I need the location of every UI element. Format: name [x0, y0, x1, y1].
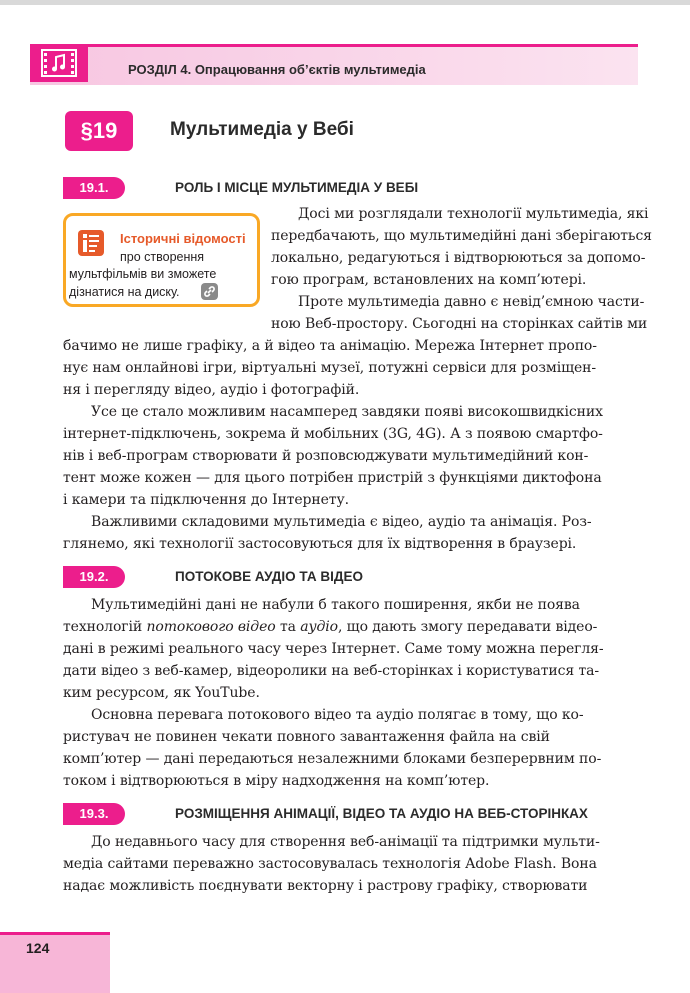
chapter-title: РОЗДІЛ 4. Опрацювання об’єктів мультимедіа: [128, 62, 426, 77]
scan-edge: [0, 0, 690, 5]
body-text-line: Основна перевага потокового відео та аудіо полягає в тому, що ко-: [91, 707, 584, 723]
body-text-line: ною Веб-простору. Сьогодні на сторінках сайтів ми: [271, 316, 648, 332]
body-text-line: ня і перегляду відео, аудіо і фотографій.: [63, 382, 360, 398]
italic-term: аудіо: [300, 619, 338, 635]
section-number-badge: 19.2.: [63, 566, 125, 588]
page-number-tab: [0, 932, 110, 993]
info-box-title: Історичні відомості: [120, 231, 246, 246]
body-text-line: інтернет-підключень, зокрема й мобільних (3G, 4G). А з появою смартфо-: [63, 426, 603, 442]
section-title: ПОТОКОВЕ АУДІО ТА ВІДЕО: [175, 569, 363, 584]
info-box-text-line: про створення: [120, 250, 205, 264]
paragraph-number-badge: §19: [65, 111, 133, 151]
body-text-line: локально, редагуються і відтворюються за допомо-: [271, 250, 646, 266]
section-title: РОЗМІЩЕННЯ АНІМАЦІЇ, ВІДЕО ТА АУДІО НА ВЕБ-СТОРІНКАХ: [175, 806, 588, 821]
body-text-line: До недавнього часу для створення веб-анімації та підтримки мульти-: [91, 834, 600, 850]
body-text-line: током і відтворюються в міру надходження на комп’ютер.: [63, 773, 490, 789]
section-number-badge: 19.1.: [63, 177, 125, 199]
body-text-line: комп’ютер — дані передаються незалежними блоками безперервним по-: [63, 751, 602, 767]
chapter-icon-box: [30, 44, 88, 82]
body-text-line: нів і веб-програм створювати й розповсюджувати мультимедійний кон-: [63, 448, 589, 464]
body-text-line: ристувач не повинен чекати повного завантаження файла на свій: [63, 729, 550, 745]
section-title: РОЛЬ І МІСЦЕ МУЛЬТИМЕДІА У ВЕБІ: [175, 180, 419, 195]
body-text-line: бачимо не лише графіку, а й відео та анімацію. Мережа Інтернет пропо-: [63, 338, 597, 354]
body-text-line: глянемо, які технології застосовуються для їх відтворення в браузері.: [63, 536, 577, 552]
body-text-line: ким ресурсом, як YouTube.: [63, 685, 260, 701]
body-text-line: нує нам онлайнові ігри, віртуальні музеї, потужні сервіси для розміщен-: [63, 360, 597, 376]
info-box: [63, 213, 260, 307]
page-number: 124: [26, 940, 50, 956]
body-text-line: Важливими складовими мультимедіа є відео, аудіо та анімація. Роз-: [91, 514, 592, 530]
body-text-line: Мультимедійні дані не набули б такого поширення, якби не поява: [91, 597, 580, 613]
body-text-line: гою програм, встановлених на комп’ютері.: [271, 272, 587, 288]
body-text-line: технологій потокового відео та аудіо, що дають змогу передавати відео-: [63, 619, 598, 635]
info-document-icon: [78, 230, 104, 256]
body-text-line: дати відео з веб-камер, відеоролики на веб-сторінках і користуватися та-: [63, 663, 599, 679]
body-text-line: Проте мультимедіа давно є невід’ємною части-: [298, 294, 645, 310]
body-text-line: і камери та підключення до Інтернету.: [63, 492, 349, 508]
body-text-line: Усе це стало можливим насамперед завдяки появі високошвидкісних: [91, 404, 603, 420]
section-number-badge: 19.3.: [63, 803, 125, 825]
info-box-text-line: дізнатися на диску.: [69, 285, 180, 299]
link-icon[interactable]: [201, 283, 218, 300]
body-text-line: дані в режимі реального часу через Інтернет. Саме тому можна перегля-: [63, 641, 604, 657]
body-text-line: медіа сайтами переважно застосовувалась технологія Adobe Flash. Вона: [63, 856, 597, 872]
body-text-line: надає можливість поєднувати векторну і растрову графіку, створювати: [63, 878, 588, 894]
body-text-line: Досі ми розглядали технології мультимедіа, які: [298, 206, 649, 222]
body-text-line: передбачають, що мультимедійні дані зберігаються: [271, 228, 652, 244]
italic-term: потокового відео: [146, 619, 276, 635]
info-box-text-line: мультфільмів ви зможете: [69, 267, 217, 281]
film-music-icon: [41, 48, 77, 78]
body-text-line: тент може кожен — для цього потрібен пристрій з функціями диктофона: [63, 470, 602, 486]
paragraph-title: Мультимедіа у Вебі: [170, 119, 354, 140]
